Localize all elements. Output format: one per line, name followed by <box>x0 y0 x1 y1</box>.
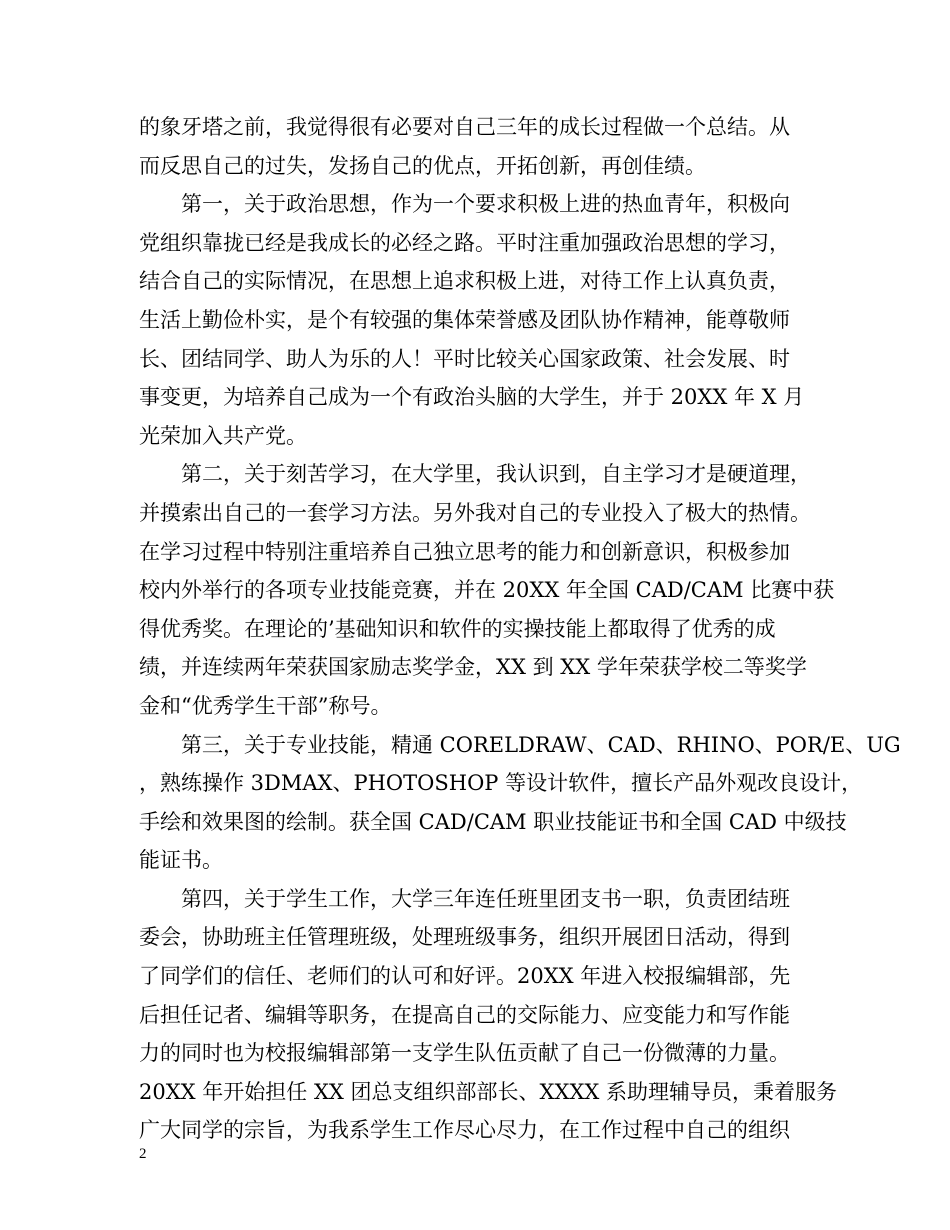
body-text <box>139 108 901 1150</box>
text-line: 后担任记者、编辑等职务，在提高自己的交际能力、应变能力和写作能 <box>139 1002 790 1027</box>
text-line: 第四，关于学生工作，大学三年连任班里团支书一职，负责团结班 <box>139 886 790 911</box>
text-line: 校内外举行的各项专业技能竞赛，并在 20XX 年全国 CAD/CAM 比赛中获 <box>139 578 835 603</box>
text-line: 力的同时也为校报编辑部第一支学生队伍贡献了自己一份微薄的力量。 <box>139 1041 790 1066</box>
text-line: 20XX 年开始担任 XX 团总支组织部部长、XXXX 系助理辅导员，秉着服务 <box>139 1079 838 1104</box>
text-line: 党组织靠拢已经是我成长的必经之路。平时注重加强政治思想的学习， <box>139 230 790 255</box>
text-line: 长、团结同学、助人为乐的人！平时比较关心国家政策、社会发展、时 <box>139 346 790 371</box>
text-line: 的象牙塔之前，我觉得很有必要对自己三年的成长过程做一个总结。从 <box>139 115 790 139</box>
text-line: 第二，关于刻苦学习，在大学里，我认识到，自主学习才是硬道理， <box>139 462 811 487</box>
text-line: 绩，并连续两年荣获国家励志奖学金，XX 到 XX 学年荣获学校二等奖学 <box>139 655 807 680</box>
text-line: 并摸索出自己的一套学习方法。另外我对自己的专业投入了极大的热情。 <box>139 500 811 525</box>
text-line: 广大同学的宗旨，为我系学生工作尽心尽力，在工作过程中自己的组织 <box>139 1118 790 1143</box>
text-line: 金和“优秀学生干部”称号。 <box>139 693 392 718</box>
text-line: 能证书。 <box>139 848 223 873</box>
page-number: 2 <box>139 1146 147 1162</box>
text-line: 结合自己的实际情况，在思想上追求积极上进，对待工作上认真负责， <box>139 269 790 294</box>
text-line: 得优秀奖。在理论的’基础知识和软件的实操技能上都取得了优秀的成 <box>139 616 776 641</box>
text-line: 第一，关于政治思想，作为一个要求积极上进的热血青年，积极向 <box>139 192 790 217</box>
text-line: 委会，协助班主任管理班级，处理班级事务，组织开展团日活动，得到 <box>139 925 790 950</box>
text-line: 手绘和效果图的绘制。获全国 CAD/CAM 职业技能证书和全国 CAD 中级技 <box>139 809 847 834</box>
text-line: 而反思自己的过失，发扬自己的优点，开拓创新，再创佳绩。 <box>139 153 706 178</box>
text-line: 在学习过程中特别注重培养自己独立思考的能力和创新意识，积极参加 <box>139 539 790 564</box>
text-line: 光荣加入共产党。 <box>139 423 307 448</box>
text-line: 事变更，为培养自己成为一个有政治头脑的大学生，并于 20XX 年 X 月 <box>139 385 805 410</box>
text-line: ，熟练操作 3DMAX、PHOTOSHOP 等设计软件，擅长产品外观改良设计， <box>139 771 863 796</box>
text-line: 生活上勤俭朴实，是个有较强的集体荣誉感及团队协作精神，能尊敬师 <box>139 307 790 332</box>
text-line: 了同学们的信任、老师们的认可和好评。20XX 年进入校报编辑部，先 <box>139 964 791 989</box>
text-line: 第三，关于专业技能，精通 CORELDRAW、CAD、RHINO、POR/E、UG <box>139 732 901 757</box>
